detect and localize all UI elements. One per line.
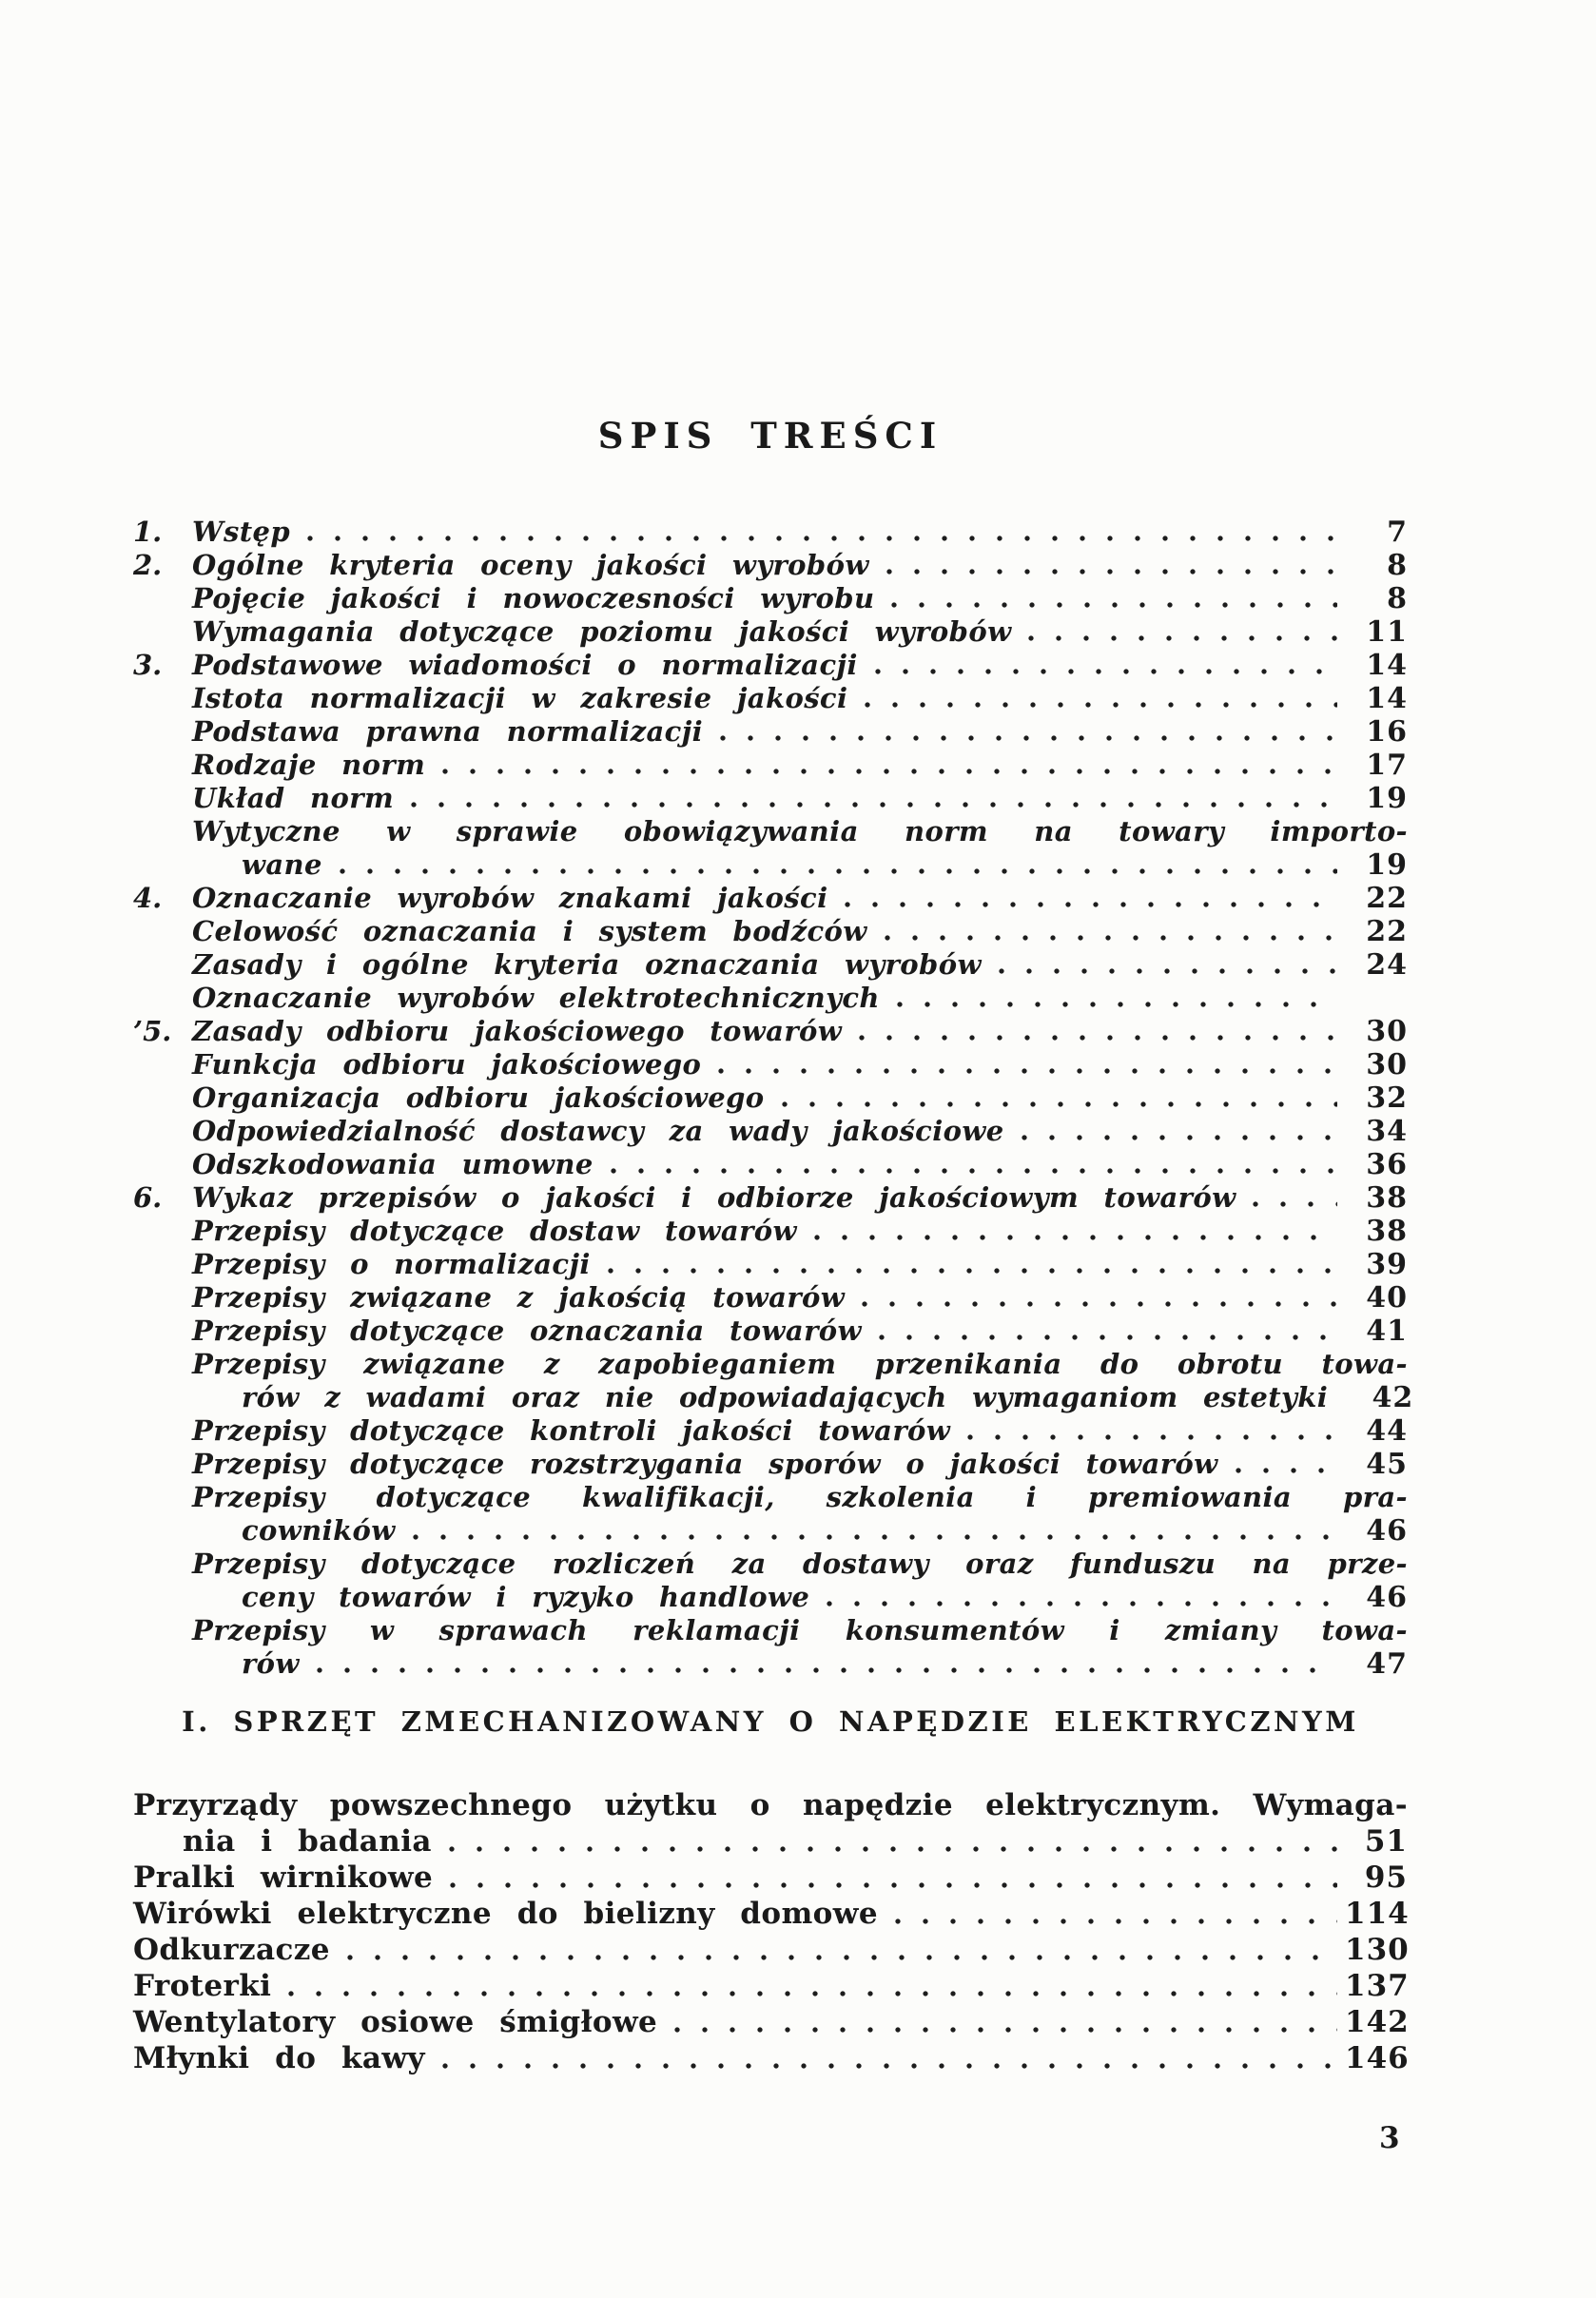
toc-entry-title: Oznaczanie wyrobów elektrotechnicznych — [192, 982, 880, 1014]
indent-spacer — [133, 1823, 183, 1860]
toc-entry-number — [133, 815, 192, 848]
toc-entry — [133, 1787, 1408, 1823]
page-number-folio: 3 — [1379, 2121, 1400, 2155]
toc-entry — [133, 1896, 1408, 1932]
toc-entry-page: 16 — [1366, 715, 1408, 749]
toc-entry-title: Zasady i ogólne kryteria oznaczania wyrobów — [192, 948, 982, 981]
toc-entry-number: 2. — [133, 549, 163, 581]
toc-entry-title: Podstawa prawna normalizacji — [192, 715, 704, 748]
toc-entry-page: 40 — [1366, 1281, 1408, 1315]
toc-entry-title: ceny towarów i ryzyko handlowe — [242, 1581, 810, 1613]
dot-leader — [447, 1823, 1337, 1860]
toc-entry-title: Przepisy dotyczące oznaczania towarów — [192, 1315, 862, 1347]
toc-entry-number — [133, 582, 192, 615]
toc-entry-title: nia i badania — [183, 1824, 432, 1859]
toc-entry-page: 17 — [1366, 749, 1408, 782]
toc-entry-page: 142 — [1345, 2005, 1410, 2039]
dot-leader — [873, 649, 1337, 682]
toc-entry-title: Przyrządy powszechnego użytku o napędzie elektrycznym. Wymaga- — [133, 1788, 1408, 1822]
toc-entry-number — [133, 1081, 192, 1115]
toc-entry-title: rów z wadami oraz nie odpowiadających wymaganiom estetyki — [242, 1381, 1329, 1413]
toc-entry-title: Przepisy w sprawach reklamacji konsumentów i zmiany towa- — [192, 1614, 1408, 1646]
dot-leader — [895, 982, 1337, 1015]
toc-entry-number — [133, 1115, 192, 1148]
toc-entry — [133, 2004, 1408, 2040]
toc-entry-page: 8 — [1387, 549, 1408, 582]
toc-entry-number — [133, 715, 192, 749]
indent-spacer — [192, 1647, 242, 1681]
toc-entry-number — [133, 782, 192, 815]
toc-entry — [133, 1968, 1408, 2004]
toc-entry — [133, 2040, 1408, 2076]
dot-leader — [883, 915, 1337, 948]
toc-entry-continuation — [133, 1823, 1408, 1860]
dot-leader — [857, 1015, 1337, 1048]
toc-entry — [133, 549, 1408, 582]
toc-entry-page: 46 — [1366, 1581, 1408, 1614]
dot-leader — [812, 1215, 1337, 1248]
toc-entry-title: Wstęp — [192, 516, 291, 548]
toc-entry-title: Przepisy związane z zapobieganiem przenikania do obrotu towa- — [192, 1348, 1408, 1380]
toc-entry-continuation — [133, 848, 1408, 882]
toc-entry-page: 45 — [1366, 1448, 1408, 1481]
toc-entry — [133, 1348, 1408, 1381]
toc-entry-number — [133, 1614, 192, 1647]
toc-entry-page: 36 — [1366, 1148, 1408, 1181]
dot-leader — [997, 948, 1337, 982]
dot-leader — [716, 1048, 1337, 1081]
toc-entry-title: Celowość oznaczania i system bodźców — [192, 915, 867, 947]
toc-entry-title: Przepisy dotyczące kwalifikacji, szkolenia i premiowania pra- — [192, 1481, 1408, 1513]
toc-entry-number — [133, 615, 192, 649]
dot-leader — [315, 1647, 1337, 1681]
toc-entry-title: cowników — [242, 1514, 396, 1547]
toc-entry-page: 24 — [1366, 948, 1408, 982]
page-content — [133, 415, 1414, 2076]
toc-entry-page: 11 — [1366, 615, 1408, 649]
dot-leader — [780, 1081, 1337, 1115]
toc-entry — [133, 749, 1408, 782]
toc-entry-page: 42 — [1372, 1381, 1414, 1414]
toc-entry-number — [133, 1215, 192, 1248]
toc-entry-title: Podstawowe wiadomości o normalizacji — [192, 649, 858, 681]
toc-entry-number — [133, 749, 192, 782]
toc-entry-title: Rodzaje norm — [192, 749, 426, 781]
toc-entry — [133, 1115, 1408, 1148]
toc-entry-title: Froterki — [133, 1969, 272, 2003]
dot-leader — [440, 749, 1337, 782]
dot-leader — [1020, 1115, 1337, 1148]
dot-leader — [965, 1414, 1337, 1448]
toc-entry-title: Wymagania dotyczące poziomu jakości wyrobów — [192, 615, 1012, 648]
toc-entry — [133, 1148, 1408, 1181]
toc-entry-number — [133, 1281, 192, 1315]
toc-entry-title: wane — [242, 848, 322, 881]
page-title: SPIS TREŚCI — [597, 415, 944, 457]
dot-leader — [1026, 615, 1337, 649]
toc-entry-title: Wentylatory osiowe śmigłowe — [133, 2005, 658, 2039]
dot-leader — [889, 582, 1337, 615]
toc-entry-title: Organizacja odbioru jakościowego — [192, 1081, 765, 1114]
dot-leader — [718, 715, 1337, 749]
indent-spacer — [192, 1581, 242, 1614]
indent-spacer — [133, 1581, 192, 1614]
toc-entry-title: Odkurzacze — [133, 1933, 330, 1967]
indent-spacer — [192, 848, 242, 882]
toc-entry-title: Wytyczne w sprawie obowiązywania norm na towary importo- — [192, 815, 1408, 847]
dot-leader — [877, 1315, 1337, 1348]
toc-entry-title: Odpowiedzialność dostawcy za wady jakościowe — [192, 1115, 1004, 1147]
toc-entry — [133, 1315, 1408, 1348]
toc-entry-title: Przepisy dotyczące rozstrzygania sporów o jakości towarów — [192, 1448, 1218, 1480]
toc-entry-title: Przepisy dotyczące rozliczeń za dostawy oraz funduszu na prze- — [192, 1548, 1408, 1580]
toc-entry-number — [133, 682, 192, 715]
dot-leader — [345, 1932, 1337, 1968]
toc-entry-continuation — [133, 1581, 1408, 1614]
toc-entry — [133, 1081, 1408, 1115]
toc-entry-number — [133, 1248, 192, 1281]
toc-entry-title: Zasady odbioru jakościowego towarów — [192, 1015, 843, 1047]
toc-entry — [133, 1048, 1408, 1081]
toc-entry — [133, 582, 1408, 615]
toc-entry-number — [133, 1548, 192, 1581]
toc-entry-title: Przepisy dotyczące dostaw towarów — [192, 1215, 797, 1247]
toc-entry-page: 146 — [1345, 2041, 1410, 2075]
toc-entry — [133, 1614, 1408, 1647]
toc-entry-title: Przepisy o normalizacji — [192, 1248, 591, 1280]
toc-entry-title: Odszkodowania umowne — [192, 1148, 594, 1180]
toc-entry-page: 30 — [1366, 1015, 1408, 1048]
dot-leader — [1234, 1448, 1338, 1481]
dot-leader — [305, 516, 1337, 549]
toc-entry — [133, 715, 1408, 749]
toc-entry-number: ’5. — [133, 1015, 172, 1047]
toc-entry-title: Pralki wirnikowe — [133, 1860, 434, 1895]
toc-entry-page: 46 — [1366, 1514, 1408, 1548]
toc-entry-continuation — [133, 1647, 1408, 1681]
dot-leader — [863, 682, 1337, 715]
toc-entry-number: 4. — [133, 882, 163, 914]
dot-leader — [409, 782, 1337, 815]
section-heading: I. SPRZĘT ZMECHANIZOWANY O NAPĘDZIE ELEKTRYCZNYM — [182, 1705, 1359, 1738]
toc-entry-page: 41 — [1366, 1315, 1408, 1348]
toc-entry-number — [133, 1315, 192, 1348]
toc-entry-number: 1. — [133, 516, 163, 548]
toc-entry-page: 14 — [1366, 682, 1408, 715]
toc-entry-title: Funkcja odbioru jakościowego — [192, 1048, 702, 1081]
toc-entry-number — [133, 1414, 192, 1448]
toc-entry-page: 14 — [1366, 649, 1408, 682]
toc-entry-title: Młynki do kawy — [133, 2041, 425, 2075]
dot-leader — [440, 2040, 1337, 2076]
toc-entry — [133, 1481, 1408, 1514]
dot-leader — [843, 882, 1337, 915]
table-of-contents — [133, 516, 1414, 1681]
toc-entry-page: 38 — [1366, 1215, 1408, 1248]
toc-entry-page: 130 — [1345, 1933, 1410, 1967]
dot-leader — [609, 1148, 1337, 1181]
dot-leader — [885, 549, 1337, 582]
toc-entry-number — [133, 1348, 192, 1381]
toc-entry — [133, 1414, 1408, 1448]
toc-entry-number: 6. — [133, 1181, 163, 1214]
toc-entry-page: 38 — [1366, 1181, 1408, 1215]
toc-entry — [133, 1932, 1408, 1968]
dot-leader — [411, 1514, 1337, 1548]
toc-entry-title: Istota normalizacji w zakresie jakości — [192, 682, 848, 714]
toc-entry-number — [133, 1481, 192, 1514]
dot-leader — [448, 1860, 1337, 1896]
dot-leader — [338, 848, 1337, 882]
toc-entry-page: 44 — [1366, 1414, 1408, 1448]
toc-entry — [133, 682, 1408, 715]
dot-leader — [1251, 1181, 1337, 1215]
toc-entry — [133, 1248, 1408, 1281]
toc-entry-title: Układ norm — [192, 782, 395, 814]
toc-entry-title: Ogólne kryteria oceny jakości wyrobów — [192, 549, 869, 581]
toc-entry — [133, 1015, 1408, 1048]
toc-entry-page: 51 — [1364, 1824, 1408, 1859]
toc-entry-page: 39 — [1366, 1248, 1408, 1281]
toc-entry-page: 22 — [1366, 882, 1408, 915]
toc-entry-number — [133, 982, 192, 1015]
toc-entry — [133, 1281, 1408, 1315]
toc-entry — [133, 782, 1408, 815]
toc-entry-page: 19 — [1366, 848, 1408, 882]
toc-entry-page: 7 — [1387, 516, 1408, 549]
indent-spacer — [192, 1381, 242, 1414]
toc-entry — [133, 948, 1408, 982]
indent-spacer — [192, 1514, 242, 1548]
dot-leader — [860, 1281, 1337, 1315]
toc-entry-number — [133, 1048, 192, 1081]
toc-entry — [133, 1548, 1408, 1581]
toc-entry-page: 19 — [1366, 782, 1408, 815]
indent-spacer — [133, 848, 192, 882]
toc-entry-page: 32 — [1366, 1081, 1408, 1115]
indent-spacer — [133, 1381, 192, 1414]
toc-entry — [133, 1181, 1408, 1215]
toc-entry — [133, 882, 1408, 915]
indent-spacer — [133, 1514, 192, 1548]
dot-leader — [606, 1248, 1337, 1281]
toc-entry-page: 114 — [1345, 1897, 1410, 1931]
toc-entry-title: Przepisy związane z jakością towarów — [192, 1281, 846, 1314]
dot-leader — [672, 2004, 1337, 2040]
toc-entry-page: 22 — [1366, 915, 1408, 948]
toc-entry-page — [1345, 982, 1408, 1015]
toc-entry-title: Wirówki elektryczne do bielizny domowe — [133, 1897, 878, 1931]
toc-entry-continuation — [133, 1381, 1414, 1414]
toc-entry-title: Przepisy dotyczące kontroli jakości towarów — [192, 1414, 951, 1447]
section-equipment-list — [133, 1787, 1408, 2076]
toc-entry-title: Wykaz przepisów o jakości i odbiorze jakościowym towarów — [192, 1181, 1236, 1214]
toc-entry-number: 3. — [133, 649, 163, 681]
toc-entry-page: 47 — [1366, 1647, 1408, 1681]
toc-entry-number — [133, 948, 192, 982]
toc-entry-number — [133, 1148, 192, 1181]
toc-entry-number — [133, 1448, 192, 1481]
toc-entry — [133, 615, 1408, 649]
toc-entry — [133, 1860, 1408, 1896]
dot-leader — [286, 1968, 1337, 2004]
toc-entry-number — [133, 915, 192, 948]
toc-entry-title: Oznaczanie wyrobów znakami jakości — [192, 882, 828, 914]
toc-entry — [133, 516, 1408, 549]
toc-entry-title: rów — [242, 1647, 300, 1680]
toc-entry-page: 95 — [1364, 1860, 1408, 1895]
toc-entry — [133, 982, 1408, 1015]
toc-entry-page: 137 — [1345, 1969, 1410, 2003]
toc-entry-title: Pojęcie jakości i nowoczesności wyrobu — [192, 582, 875, 614]
toc-entry-page: 30 — [1366, 1048, 1408, 1081]
toc-entry-continuation — [133, 1514, 1408, 1548]
toc-entry — [133, 649, 1408, 682]
toc-entry-page: 34 — [1366, 1115, 1408, 1148]
dot-leader — [825, 1581, 1337, 1614]
toc-entry — [133, 915, 1408, 948]
toc-entry — [133, 1215, 1408, 1248]
toc-entry — [133, 815, 1408, 848]
toc-entry-page: 8 — [1387, 582, 1408, 615]
indent-spacer — [133, 1647, 192, 1681]
toc-entry — [133, 1448, 1408, 1481]
dot-leader — [893, 1896, 1337, 1932]
